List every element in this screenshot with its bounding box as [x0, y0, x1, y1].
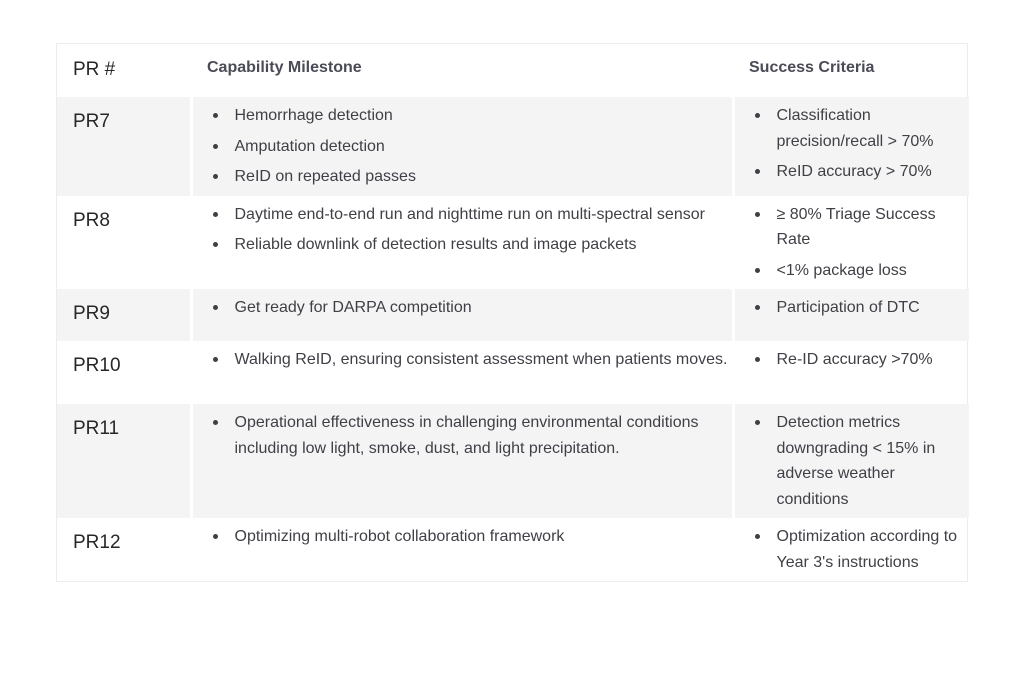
criteria-cell: [733, 341, 969, 404]
header-capability-milestone: Capability Milestone: [207, 59, 362, 76]
list-item: ≥ 80% Triage Success Rate: [751, 202, 960, 253]
list-item: Reliable downlink of detection results and image packets: [209, 232, 732, 258]
capability-list: [209, 347, 732, 373]
capability-cell: [191, 289, 733, 341]
header-row: [57, 44, 969, 97]
pr-cell: PR10: [57, 341, 191, 404]
list-item: Participation of DTC: [751, 295, 960, 321]
capability-list: [209, 202, 732, 258]
table-row: [57, 196, 969, 290]
list-item: Detection metrics downgrading < 15% in adverse weather conditions: [751, 410, 960, 512]
list-item: Daytime end-to-end run and nighttime run on multi-spectral sensor: [209, 202, 732, 228]
list-item: Re-ID accuracy >70%: [751, 347, 960, 373]
criteria-list: [751, 347, 960, 373]
header-success-criteria: Success Criteria: [749, 59, 875, 76]
header-pr: PR #: [73, 59, 116, 80]
table-row: [57, 518, 969, 581]
capability-cell: [191, 97, 733, 196]
capability-cell: [191, 196, 733, 290]
list-item: Operational effectiveness in challenging environmental conditions including low light, smoke, dust, and light precipitation.: [209, 410, 732, 461]
list-item: Classification precision/recall > 70%: [751, 103, 960, 154]
criteria-list: [751, 295, 960, 321]
criteria-cell: [733, 518, 969, 581]
pr-cell: PR7: [57, 97, 191, 196]
milestone-table: [56, 43, 968, 582]
criteria-cell: [733, 196, 969, 290]
table-row: [57, 404, 969, 518]
pr-cell: PR11: [57, 404, 191, 518]
capability-cell: [191, 518, 733, 581]
capability-list: [209, 295, 732, 321]
criteria-cell: [733, 97, 969, 196]
criteria-list: [751, 202, 960, 284]
list-item: Optimization according to Year 3's instructions: [751, 524, 960, 575]
table-row: [57, 289, 969, 341]
criteria-list: [751, 524, 960, 575]
criteria-list: [751, 103, 960, 185]
list-item: Amputation detection: [209, 134, 732, 160]
table-header: [57, 44, 969, 97]
criteria-list: [751, 410, 960, 512]
capability-list: [209, 103, 732, 190]
capability-list: [209, 410, 732, 461]
list-item: Walking ReID, ensuring consistent assessment when patients moves.: [209, 347, 732, 373]
criteria-cell: [733, 404, 969, 518]
milestone-table-grid: [57, 44, 969, 581]
list-item: Optimizing multi-robot collaboration framework: [209, 524, 732, 550]
capability-cell: [191, 341, 733, 404]
list-item: <1% package loss: [751, 258, 960, 284]
table-row: [57, 341, 969, 404]
table-row: [57, 97, 969, 196]
capability-list: [209, 524, 732, 550]
list-item: Get ready for DARPA competition: [209, 295, 732, 321]
criteria-cell: [733, 289, 969, 341]
capability-cell: [191, 404, 733, 518]
list-item: ReID on repeated passes: [209, 164, 732, 190]
pr-cell: PR9: [57, 289, 191, 341]
pr-cell: PR12: [57, 518, 191, 581]
table-body: [57, 97, 969, 581]
pr-cell: PR8: [57, 196, 191, 290]
list-item: Hemorrhage detection: [209, 103, 732, 129]
list-item: ReID accuracy > 70%: [751, 159, 960, 185]
